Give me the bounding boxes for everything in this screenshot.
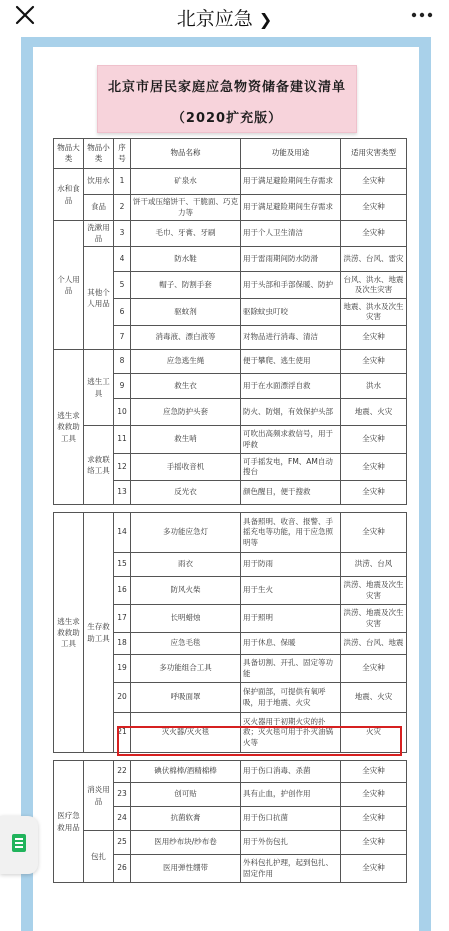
row-func: 用于满足避险期间生存需求: [241, 169, 341, 195]
category-minor: 其他个人用品: [84, 247, 114, 350]
table-row: [54, 350, 407, 374]
row-func: 用于满足避险期间生存需求: [241, 195, 341, 221]
row-func: 用于个人卫生清洁: [241, 221, 341, 247]
table-row: [54, 761, 407, 783]
row-func: 用于雷雨期间防水防滑: [241, 247, 341, 272]
header-name: 物品名称: [131, 139, 241, 169]
row-func: 对物品进行消毒、清洁: [241, 326, 341, 350]
document-title: 北京市居民家庭应急物资储备建议清单: [107, 80, 346, 95]
row-name: 手摇收音机: [131, 454, 241, 481]
row-name: 饼干或压缩饼干、干脆面、巧克力等: [131, 195, 241, 221]
category-minor: 包扎: [84, 831, 114, 883]
row-no: 6: [114, 299, 131, 326]
category-major: 个人用品: [54, 221, 84, 350]
table-row: [54, 169, 407, 195]
row-name: 防水鞋: [131, 247, 241, 272]
row-disaster: 全灾种: [341, 350, 407, 374]
row-disaster: 全灾种: [341, 454, 407, 481]
row-func: 灭火器用于初期火灾的扑救；灭火毯可用于扑灭油锅火等: [241, 713, 341, 753]
row-no: 5: [114, 272, 131, 299]
row-no: 15: [114, 553, 131, 577]
row-func: 用于在水面漂浮自救: [241, 374, 341, 399]
row-name: 反光衣: [131, 481, 241, 505]
row-name: 防风火柴: [131, 577, 241, 605]
row-no: 25: [114, 831, 131, 855]
category-major: 逃生求救救助工具: [54, 350, 84, 505]
row-disaster: 全灾种: [341, 855, 407, 883]
document-title-banner: [97, 65, 357, 133]
category-minor: 洗漱用品: [84, 221, 114, 247]
row-disaster: 全灾种: [341, 221, 407, 247]
floating-doc-button[interactable]: [0, 816, 38, 874]
header-func: 功能及用途: [241, 139, 341, 169]
row-disaster: 全灾种: [341, 326, 407, 350]
row-func: 用于伤口消毒、杀菌: [241, 761, 341, 783]
row-name: 应急防护头套: [131, 399, 241, 426]
row-name: 驱蚊剂: [131, 299, 241, 326]
row-name: 应急毛毯: [131, 633, 241, 655]
chevron-right-icon: ❯: [258, 10, 273, 29]
more-icon[interactable]: [411, 12, 433, 18]
row-no: 4: [114, 247, 131, 272]
page-title-text: 北京应急: [176, 8, 253, 30]
category-minor: 逃生工具: [84, 350, 114, 426]
row-disaster: 全灾种: [341, 169, 407, 195]
row-no: 26: [114, 855, 131, 883]
row-no: 3: [114, 221, 131, 247]
row-name: 呼吸面罩: [131, 683, 241, 713]
row-func: 用于头部和手部保暖、防护: [241, 272, 341, 299]
row-name: 消毒液、漂白液等: [131, 326, 241, 350]
row-disaster: 全灾种: [341, 807, 407, 831]
row-func: 便于攀爬、逃生使用: [241, 350, 341, 374]
row-func: 可手摇发电，FM、AM自动搜台: [241, 454, 341, 481]
row-disaster: 火灾: [341, 713, 407, 753]
table-gap: [54, 505, 407, 513]
row-func: 可吹出高频求救信号，用于呼救: [241, 426, 341, 454]
category-major: 水和食品: [54, 169, 84, 221]
row-disaster: 全灾种: [341, 481, 407, 505]
row-no: 18: [114, 633, 131, 655]
row-func: 保护面部，可提供有氧呼吸，用于地震、火灾: [241, 683, 341, 713]
category-minor: 食品: [84, 195, 114, 221]
row-no: 8: [114, 350, 131, 374]
row-disaster: 全灾种: [341, 831, 407, 855]
table-gap: [54, 753, 407, 761]
row-func: 具有止血，护创作用: [241, 783, 341, 807]
header-disaster: 适用灾害类型: [341, 139, 407, 169]
row-func: 用于防雨: [241, 553, 341, 577]
row-name: 救生衣: [131, 374, 241, 399]
row-name: 帽子、防割手套: [131, 272, 241, 299]
row-disaster: 全灾种: [341, 783, 407, 807]
row-name: 医用弹性绷带: [131, 855, 241, 883]
row-func: 具备照明、收音、报警、手摇充电等功能，用于应急照明等: [241, 513, 341, 553]
row-name: 矿泉水: [131, 169, 241, 195]
header-no: 序号: [114, 139, 131, 169]
row-no: 23: [114, 783, 131, 807]
row-no: 24: [114, 807, 131, 831]
table-header-row: [54, 139, 407, 169]
row-disaster: 洪涝、台风、地震: [341, 633, 407, 655]
row-no: 17: [114, 605, 131, 633]
row-no: 20: [114, 683, 131, 713]
row-no: 14: [114, 513, 131, 553]
row-func: 防火、防烟，有效保护头部: [241, 399, 341, 426]
row-no: 9: [114, 374, 131, 399]
row-no: 12: [114, 454, 131, 481]
category-minor: 求救联络工具: [84, 426, 114, 505]
row-name: 碘伏棉棒/酒精棉棒: [131, 761, 241, 783]
row-no: 11: [114, 426, 131, 454]
row-no: 16: [114, 577, 131, 605]
row-name: 灭火器/灭火毯: [131, 713, 241, 753]
header-minor: 物品小类: [84, 139, 114, 169]
page-title[interactable]: [0, 4, 449, 31]
row-name: 应急逃生绳: [131, 350, 241, 374]
row-disaster: 地震、洪水及次生灾害: [341, 299, 407, 326]
row-no: 21: [114, 713, 131, 753]
row-no: 7: [114, 326, 131, 350]
row-func: 用于照明: [241, 605, 341, 633]
row-disaster: 洪涝、地震及次生灾害: [341, 605, 407, 633]
table-row: [54, 513, 407, 553]
row-no: 19: [114, 655, 131, 683]
header-major: 物品大类: [54, 139, 84, 169]
row-func: 用于生火: [241, 577, 341, 605]
row-disaster: 洪涝、地震及次生灾害: [341, 577, 407, 605]
row-func: 外科包扎护理，起到包扎、固定作用: [241, 855, 341, 883]
row-disaster: 台风、洪水、地震及次生灾害: [341, 272, 407, 299]
category-minor: 生存救助工具: [84, 513, 114, 753]
row-disaster: 全灾种: [341, 513, 407, 553]
row-no: 13: [114, 481, 131, 505]
supply-table: [53, 138, 407, 883]
category-major: 逃生求救救助工具: [54, 513, 84, 753]
row-name: 创可贴: [131, 783, 241, 807]
row-name: 多功能组合工具: [131, 655, 241, 683]
row-name: 救生哨: [131, 426, 241, 454]
row-disaster: 地震、火灾: [341, 683, 407, 713]
category-minor: 消炎用品: [84, 761, 114, 831]
row-func: 用于休息、保暖: [241, 633, 341, 655]
row-no: 10: [114, 399, 131, 426]
table-row: [54, 831, 407, 855]
row-func: 用于伤口抗菌: [241, 807, 341, 831]
top-bar: [0, 0, 449, 34]
row-disaster: 洪涝、台风: [341, 553, 407, 577]
table-row: [54, 221, 407, 247]
row-disaster: 全灾种: [341, 426, 407, 454]
table-row: [54, 195, 407, 221]
row-name: 雨衣: [131, 553, 241, 577]
row-disaster: 洪水: [341, 374, 407, 399]
row-no: 1: [114, 169, 131, 195]
row-func: 颜色醒目，便于搜救: [241, 481, 341, 505]
category-major: 医疗急救用品: [54, 761, 84, 883]
table-row: [54, 426, 407, 454]
row-disaster: 全灾种: [341, 655, 407, 683]
row-disaster: 洪涝、台风、雷灾: [341, 247, 407, 272]
category-minor: 饮用水: [84, 169, 114, 195]
row-disaster: 全灾种: [341, 761, 407, 783]
row-name: 毛巾、牙膏、牙刷: [131, 221, 241, 247]
row-no: 22: [114, 761, 131, 783]
document-icon: [12, 834, 26, 852]
row-name: 医用纱布块/纱布卷: [131, 831, 241, 855]
row-disaster: 地震、火灾: [341, 399, 407, 426]
row-func: 驱除蚊虫叮咬: [241, 299, 341, 326]
row-name: 抗菌软膏: [131, 807, 241, 831]
document-subtitle: （2020扩充版）: [171, 111, 283, 126]
row-func: 具备切割、开孔、固定等功能: [241, 655, 341, 683]
row-disaster: 全灾种: [341, 195, 407, 221]
row-name: 长明蜡烛: [131, 605, 241, 633]
row-func: 用于外伤包扎: [241, 831, 341, 855]
row-no: 2: [114, 195, 131, 221]
row-name: 多功能应急灯: [131, 513, 241, 553]
table-row: [54, 247, 407, 272]
